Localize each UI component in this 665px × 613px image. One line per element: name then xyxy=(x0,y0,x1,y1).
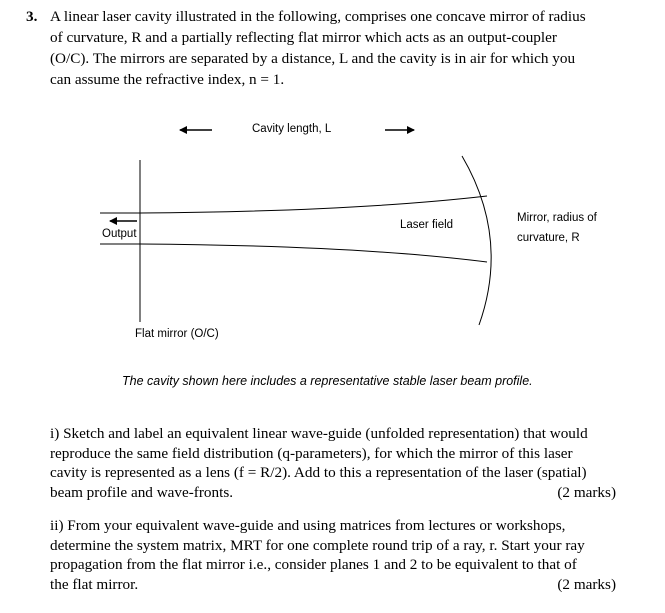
output-label: Output xyxy=(102,228,137,240)
laser-field-label: Laser field xyxy=(400,219,454,231)
question-line: of curvature, R and a partially reflecting flat mirror which acts as an output-coupler xyxy=(50,29,557,46)
part-i-marks: (2 marks) xyxy=(557,483,616,501)
part-ii-marks: (2 marks) xyxy=(557,575,616,593)
figure-caption: The cavity shown here includes a representative stable laser beam profile. xyxy=(122,374,533,388)
question-line: (O/C). The mirrors are separated by a distance, L and the cavity is in air for which you xyxy=(50,50,576,67)
part-ii-last-line: the flat mirror. xyxy=(50,575,139,593)
part-ii xyxy=(50,516,616,594)
beam-upper-edge xyxy=(100,196,487,213)
mirror-label-line2: curvature, R xyxy=(517,232,580,244)
concave-mirror-curve xyxy=(462,156,491,325)
beam-lower-edge xyxy=(100,244,487,262)
part-i-line: cavity is represented as a lens (f = R/2). Add to this a representation of the laser (spatial) xyxy=(50,464,587,481)
part-i-line: reproduce the same field distribution (q-parameters), for which the mirror of this laser xyxy=(50,444,573,462)
part-i-line: i) Sketch and label an equivalent linear wave-guide (unfolded representation) that would xyxy=(50,425,588,442)
question-number: 3. xyxy=(26,8,38,25)
question-line: can assume the refractive index, n = 1. xyxy=(50,71,285,88)
part-ii-line xyxy=(50,575,616,595)
part-i xyxy=(50,424,616,502)
mirror-label-line1: Mirror, radius of xyxy=(517,212,597,224)
part-i-last-line: beam profile and wave-fronts. xyxy=(50,483,234,501)
part-ii-line: determine the system matrix, MRT for one complete round trip of a ray, r. Start your ray xyxy=(50,536,585,554)
part-i-line xyxy=(50,483,616,503)
flat-mirror-label: Flat mirror (O/C) xyxy=(135,328,219,340)
part-ii-line: propagation from the flat mirror i.e., consider planes 1 and 2 to be equivalent to that of xyxy=(50,556,577,573)
question-line: A linear laser cavity illustrated in the following, comprises one concave mirror of radius xyxy=(50,8,586,25)
part-ii-line: ii) From your equivalent wave-guide and using matrices from lectures or workshops, xyxy=(50,517,566,534)
cavity-length-label: Cavity length, L xyxy=(252,123,332,135)
